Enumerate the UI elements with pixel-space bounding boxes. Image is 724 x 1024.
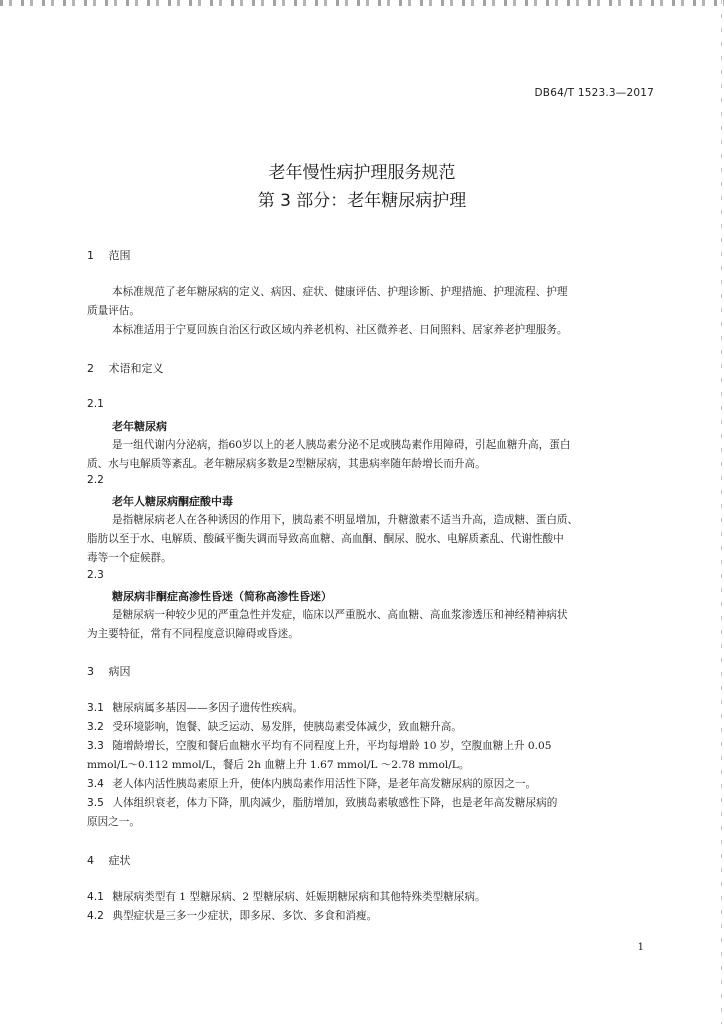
section-number: 2 <box>87 362 94 375</box>
document-subtitle: 第 3 部分：老年糖尿病护理 <box>257 191 467 211</box>
definition-term: 糖尿病非酮症高渗性昏迷（简称高渗性昏迷） <box>112 590 332 603</box>
section-heading-2 <box>87 360 164 376</box>
definition-number: 2.3 <box>87 569 104 581</box>
page-number: 1 <box>637 942 644 953</box>
definition-term: 老年人糖尿病酮症酸中毒 <box>112 495 233 508</box>
section-heading-3 <box>87 663 131 679</box>
section-title: 病因 <box>108 665 131 678</box>
clause-item <box>87 795 557 810</box>
definition-line: 是一组代谢内分泌病，指60岁以上的老人胰岛素分泌不足或胰岛素作用障碍，引起血糖升高，蛋白 <box>112 439 571 451</box>
clause-text: 糖尿病属多基因——多因子遗传性疾病。 <box>112 702 304 714</box>
section-title: 术语和定义 <box>108 362 164 375</box>
clause-item <box>87 908 377 923</box>
clause-item <box>87 776 536 791</box>
clause-item <box>87 889 486 904</box>
clause-number: 3.2 <box>87 721 104 733</box>
paragraph-line: 本标准适用于宁夏回族自治区行政区域内养老机构、社区微养老、日间照料、居家养老护理服务。 <box>112 324 568 336</box>
clause-text: 随增龄增长，空腹和餐后血糖水平均有不同程度上升，平均每增龄 10 岁，空腹血糖上升 0.05 <box>112 740 552 752</box>
definition-line: 毒等一个症候群。 <box>87 552 172 564</box>
clause-number: 4.2 <box>87 910 104 922</box>
definition-line: 为主要特征，常有不同程度意识障碍或昏迷。 <box>87 628 299 640</box>
clause-item <box>87 738 552 753</box>
definition-number: 2.1 <box>87 398 104 410</box>
clause-number: 4.1 <box>87 891 104 903</box>
clause-item <box>87 700 303 715</box>
definition-line: 是指糖尿病老人在各种诱因的作用下，胰岛素不明显增加，升糖激素不适当升高，造成糖、蛋白质、 <box>112 514 579 526</box>
section-heading-4 <box>87 852 131 868</box>
clause-continuation: mmol/L～0.112 mmol/L，餐后 2h 血糖上升 1.67 mmol/L ～2.78 mmol/L。 <box>87 759 470 771</box>
clause-text: 人体组织衰老，体力下降，肌肉减少，脂肪增加，致胰岛素敏感性下降，也是老年高发糖尿病的 <box>112 797 558 809</box>
definition-number: 2.2 <box>87 474 104 486</box>
clause-number: 3.1 <box>87 702 104 714</box>
clause-text: 老人体内活性胰岛素原上升，使体内胰岛素作用活性下降，是老年高发糖尿病的原因之一。 <box>112 778 537 790</box>
section-number: 4 <box>87 854 94 867</box>
document-title: 老年慢性病护理服务规范 <box>268 163 456 183</box>
scan-top-edge <box>0 0 724 6</box>
clause-number: 3.4 <box>87 778 104 790</box>
standard-code: DB64/T 1523.3—2017 <box>534 87 654 99</box>
definition-term: 老年糖尿病 <box>112 420 167 433</box>
section-number: 3 <box>87 665 94 678</box>
definition-line: 脂肪以至于水、电解质、酸碱平衡失调而导致高血糖、高血酮、酮尿、脱水、电解质紊乱、代谢性酸中 <box>87 533 564 545</box>
section-title: 范围 <box>108 249 131 262</box>
clause-text: 糖尿病类型有 1 型糖尿病、2 型糖尿病、妊娠期糖尿病和其他特殊类型糖尿病。 <box>112 891 486 903</box>
paragraph-line: 质量评估。 <box>87 305 140 317</box>
clause-number: 3.5 <box>87 797 104 809</box>
section-number: 1 <box>87 249 94 262</box>
clause-continuation: 原因之一。 <box>87 816 140 828</box>
section-heading-1 <box>87 247 131 263</box>
scan-right-edge <box>721 0 722 1024</box>
clause-item <box>87 719 462 734</box>
clause-text: 典型症状是三多一少症状，即多尿、多饮、多食和消瘦。 <box>112 910 378 922</box>
paragraph-line: 本标准规范了老年糖尿病的定义、病因、症状、健康评估、护理诊断、护理措施、护理流程、护理 <box>112 286 568 298</box>
clause-text: 受环境影响，饱餐、缺乏运动、易发胖，使胰岛素受体减少，致血糖升高。 <box>112 721 462 733</box>
section-title: 症状 <box>108 854 131 867</box>
definition-line: 质、水与电解质等紊乱。老年糖尿病多数是2型糖尿病，其患病率随年龄增长而升高。 <box>87 458 486 470</box>
definition-line: 是糖尿病一种较少见的严重急性并发症，临床以严重脱水、高血糖、高血浆渗透压和神经精神病状 <box>112 609 568 621</box>
clause-number: 3.3 <box>87 740 104 752</box>
